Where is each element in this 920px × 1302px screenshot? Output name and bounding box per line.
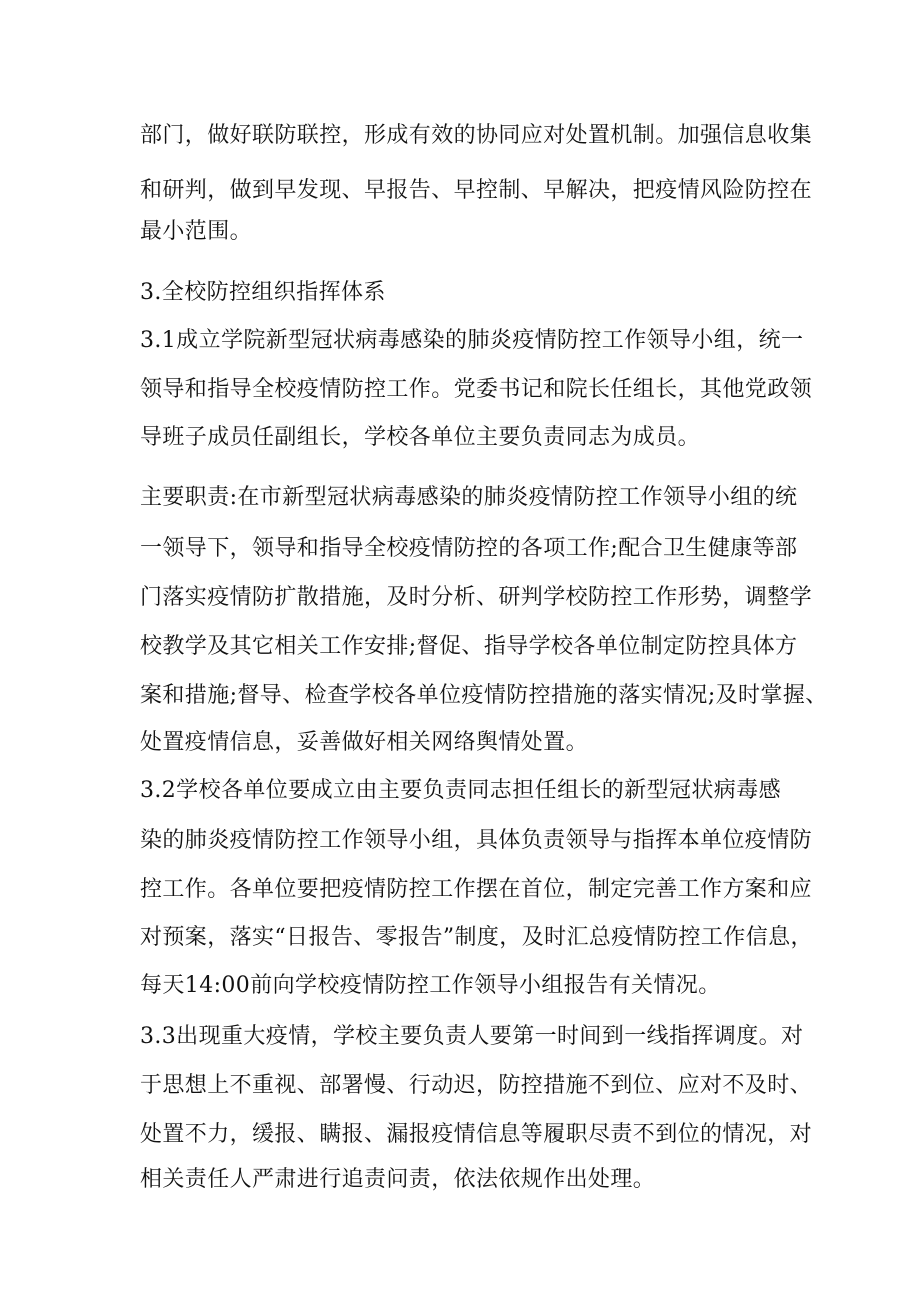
paragraph-line: 于思想上不重视、部署慢、行动迟，防控措施不到位、应对不及时、	[140, 1073, 813, 1098]
paragraph-line: 主要职责:在市新型冠状病毒感染的肺炎疫情防控工作领导小组的统	[140, 485, 798, 510]
paragraph-line: 处置疫情信息，妥善做好相关网络舆情处置。	[140, 730, 589, 755]
paragraph-line: 3.3出现重大疫情，学校主要负责人要第一时间到一线指挥调度。对	[140, 1024, 804, 1049]
paragraph-line: 相关责任人严肃进行追责问责，依法依规作出处理。	[140, 1167, 656, 1192]
paragraph-line: 最小范围。	[140, 219, 253, 244]
paragraph-line: 控工作。各单位要把疫情防控工作摆在首位，制定完善工作方案和应	[140, 877, 813, 902]
paragraph-line: 对预案，落实“日报告、零报告”制度，及时汇总疫情防控工作信息，	[140, 925, 813, 950]
paragraph-line: 3.2学校各单位要成立由主要负责同志担任组长的新型冠状病毒感	[140, 778, 781, 803]
paragraph-line: 3.1成立学院新型冠状病毒感染的肺炎疫情防控工作领导小组，统一	[140, 328, 804, 353]
paragraph-line: 门落实疫情防扩散措施，及时分析、研判学校防控工作形势，调整学	[140, 585, 813, 610]
paragraph-line: 每天14:00前向学校疫情防控工作领导小组报告有关情况。	[140, 973, 721, 998]
paragraph-line: 部门，做好联防联控，形成有效的协同应对处置机制。加强信息收集	[140, 123, 813, 148]
paragraph-line: 一领导下，领导和指导全校疫情防控的各项工作;配合卫生健康等部	[140, 536, 798, 561]
paragraph-line: 案和措施;督导、检查学校各单位疫情防控措施的落实情况;及时掌握、	[140, 683, 828, 708]
paragraph-line: 校教学及其它相关工作安排;督促、指导学校各单位制定防控具体方	[140, 634, 798, 659]
paragraph-line: 染的肺炎疫情防控工作领导小组，具体负责领导与指挥本单位疫情防	[140, 828, 813, 853]
paragraph-line: 和研判，做到早发现、早报告、早控制、早解决，把疫情风险防控在	[140, 178, 813, 203]
paragraph-line: 领导和指导全校疫情防控工作。党委书记和院长任组长，其他党政领	[140, 377, 813, 402]
paragraph-line: 导班子成员任副组长，学校各单位主要负责同志为成员。	[140, 425, 701, 450]
section-heading: 3.全校防控组织指挥体系	[140, 280, 386, 305]
paragraph-line: 处置不力，缓报、瞒报、漏报疫情信息等履职尽责不到位的情况，对	[140, 1122, 813, 1147]
